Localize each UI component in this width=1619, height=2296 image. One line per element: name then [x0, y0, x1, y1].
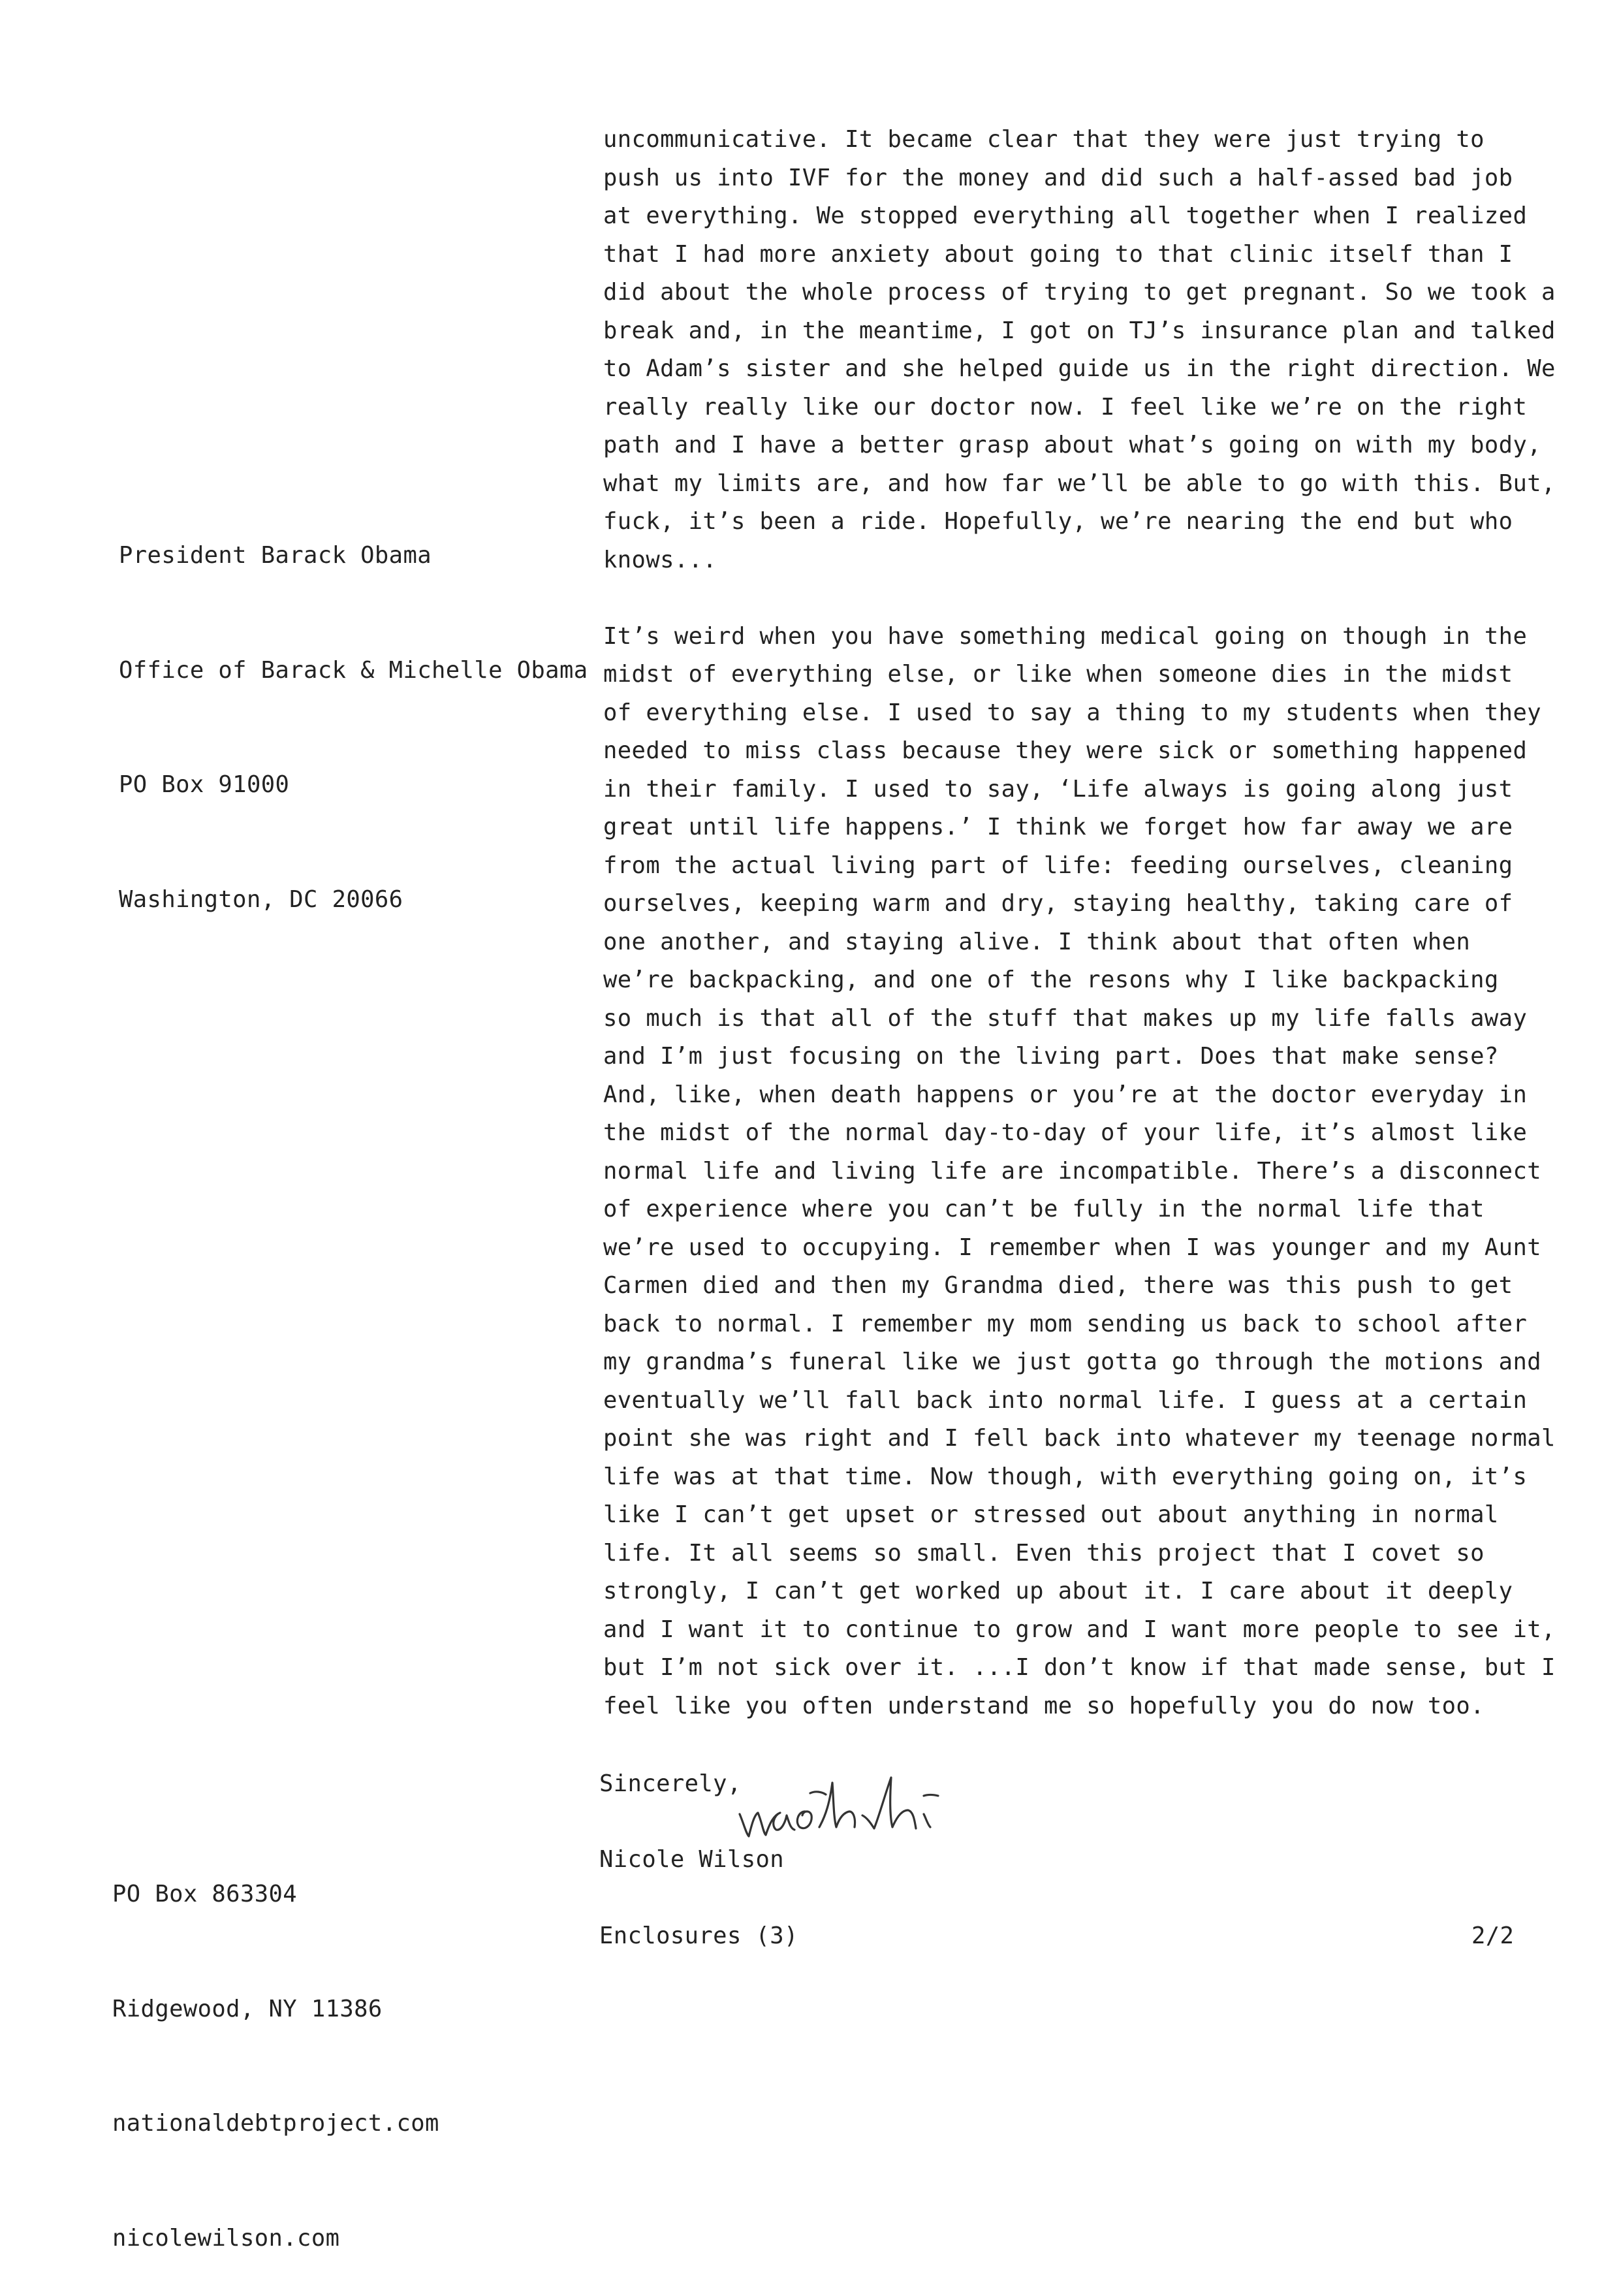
body-line: uncommunicative. It became clear that they were just trying to [603, 126, 1485, 153]
body-line: like I can’t get upset or stressed out about anything in normal [603, 1501, 1499, 1528]
body-line: one another, and staying alive. I think about that often when [603, 928, 1471, 955]
body-line: we’re used to occupying. I remember when I was younger and my Aunt [603, 1234, 1542, 1261]
body-line: ourselves, keeping warm and dry, staying healthy, taking care of [603, 890, 1513, 917]
body-line: feel like you often understand me so hopefully you do now too. [603, 1692, 1485, 1719]
body-line: of everything else. I used to say a thing to my students when they [603, 699, 1542, 726]
body-line: Carmen died and then my Grandma died, there was this push to get [603, 1272, 1513, 1299]
recipient-po-box: PO Box 91000 [119, 771, 290, 798]
body-line: midst of everything else, or like when someone dies in the midst [603, 661, 1513, 688]
sender-city: Ridgewood, NY 11386 [112, 1995, 383, 2022]
body-line: and I want it to continue to grow and I want more people to see it, [603, 1616, 1556, 1643]
body-line: what my limits are, and how far we’ll be able to go with this. But, [603, 470, 1556, 497]
body-line: the midst of the normal day-to-day of your life, it’s almost like [603, 1119, 1528, 1146]
sender-address [112, 1799, 439, 2296]
body-line: did about the whole process of trying to get pregnant. So we took a [603, 279, 1556, 306]
paragraph-gap [603, 579, 1530, 618]
body-line: eventually we’ll fall back into normal life. I guess at a certain [603, 1386, 1528, 1414]
body-line: so much is that all of the stuff that makes up my life falls away [603, 1004, 1528, 1032]
body-line: from the actual living part of life: feeding ourselves, cleaning [603, 852, 1513, 879]
body-line: break and, in the meantime, I got on TJ’s insurance plan and talked [603, 317, 1556, 344]
body-line: my grandma’s funeral like we just gotta go through the motions and [603, 1348, 1542, 1375]
valediction: Sincerely, [599, 1770, 742, 1797]
body-line: life. It all seems so small. Even this project that I covet so [603, 1539, 1485, 1567]
body-line: fuck, it’s been a ride. Hopefully, we’re nearing the end but who [603, 508, 1513, 535]
body-line: but I’m not sick over it. ...I don’t know if that made sense, but I [603, 1654, 1556, 1681]
body-line: life was at that time. Now though, with everything going on, it’s [603, 1463, 1528, 1490]
enclosures-note: Enclosures (3) [599, 1922, 798, 1949]
signer-name: Nicole Wilson [599, 1846, 785, 1873]
sender-website-link: nationaldebtproject.com [112, 2110, 439, 2137]
paragraph-2 [603, 618, 1556, 1726]
body-line: back to normal. I remember my mom sending us back to school after [603, 1310, 1528, 1337]
body-line: really really like our doctor now. I feel like we’re on the right [603, 393, 1528, 421]
body-line: of experience where you can’t be fully in the normal life that [603, 1196, 1485, 1222]
recipient-office: Office of Barack & Michelle Obama [119, 656, 588, 684]
paragraph-1 [603, 121, 1556, 579]
body-line: that I had more anxiety about going to that clinic itself than I [603, 240, 1513, 268]
body-line: at everything. We stopped everything all together when I realized [603, 202, 1528, 229]
body-line: in their family. I used to say, ‘Life always is going along just [603, 775, 1513, 803]
page-number: 2/2 [1471, 1922, 1515, 1949]
letter-body [603, 121, 1556, 1725]
body-line: needed to miss class because they were sick or something happened [603, 737, 1528, 764]
body-line: normal life and living life are incompatible. There’s a disconnect [603, 1157, 1542, 1185]
body-line: strongly, I can’t get worked up about it. I care about it deeply [603, 1578, 1513, 1604]
recipient-name: President Barack Obama [119, 542, 432, 569]
body-line: knows... [603, 546, 717, 573]
body-line: It’s weird when you have something medical going on though in the [603, 622, 1528, 650]
body-line: to Adam’s sister and she helped guide us in the right direction. We [603, 355, 1556, 382]
body-line: and I’m just focusing on the living part. Does that make sense? [603, 1043, 1499, 1070]
body-line: great until life happens.’ I think we forget how far away we are [603, 814, 1513, 840]
body-line: push us into IVF for the money and did such a half-assed bad job [603, 164, 1513, 191]
sender-po-box: PO Box 863304 [112, 1881, 298, 1907]
body-line: we’re backpacking, and one of the resons why I like backpacking [603, 966, 1499, 993]
body-line: And, like, when death happens or you’re at the doctor everyday in [603, 1081, 1528, 1108]
body-line: point she was right and I fell back into whatever my teenage normal [603, 1425, 1556, 1452]
body-line: path and I have a better grasp about what’s going on with my body, [603, 432, 1542, 458]
recipient-city: Washington, DC 20066 [119, 885, 403, 913]
recipient-address [119, 460, 588, 957]
sender-website-link: nicolewilson.com [112, 2224, 340, 2252]
